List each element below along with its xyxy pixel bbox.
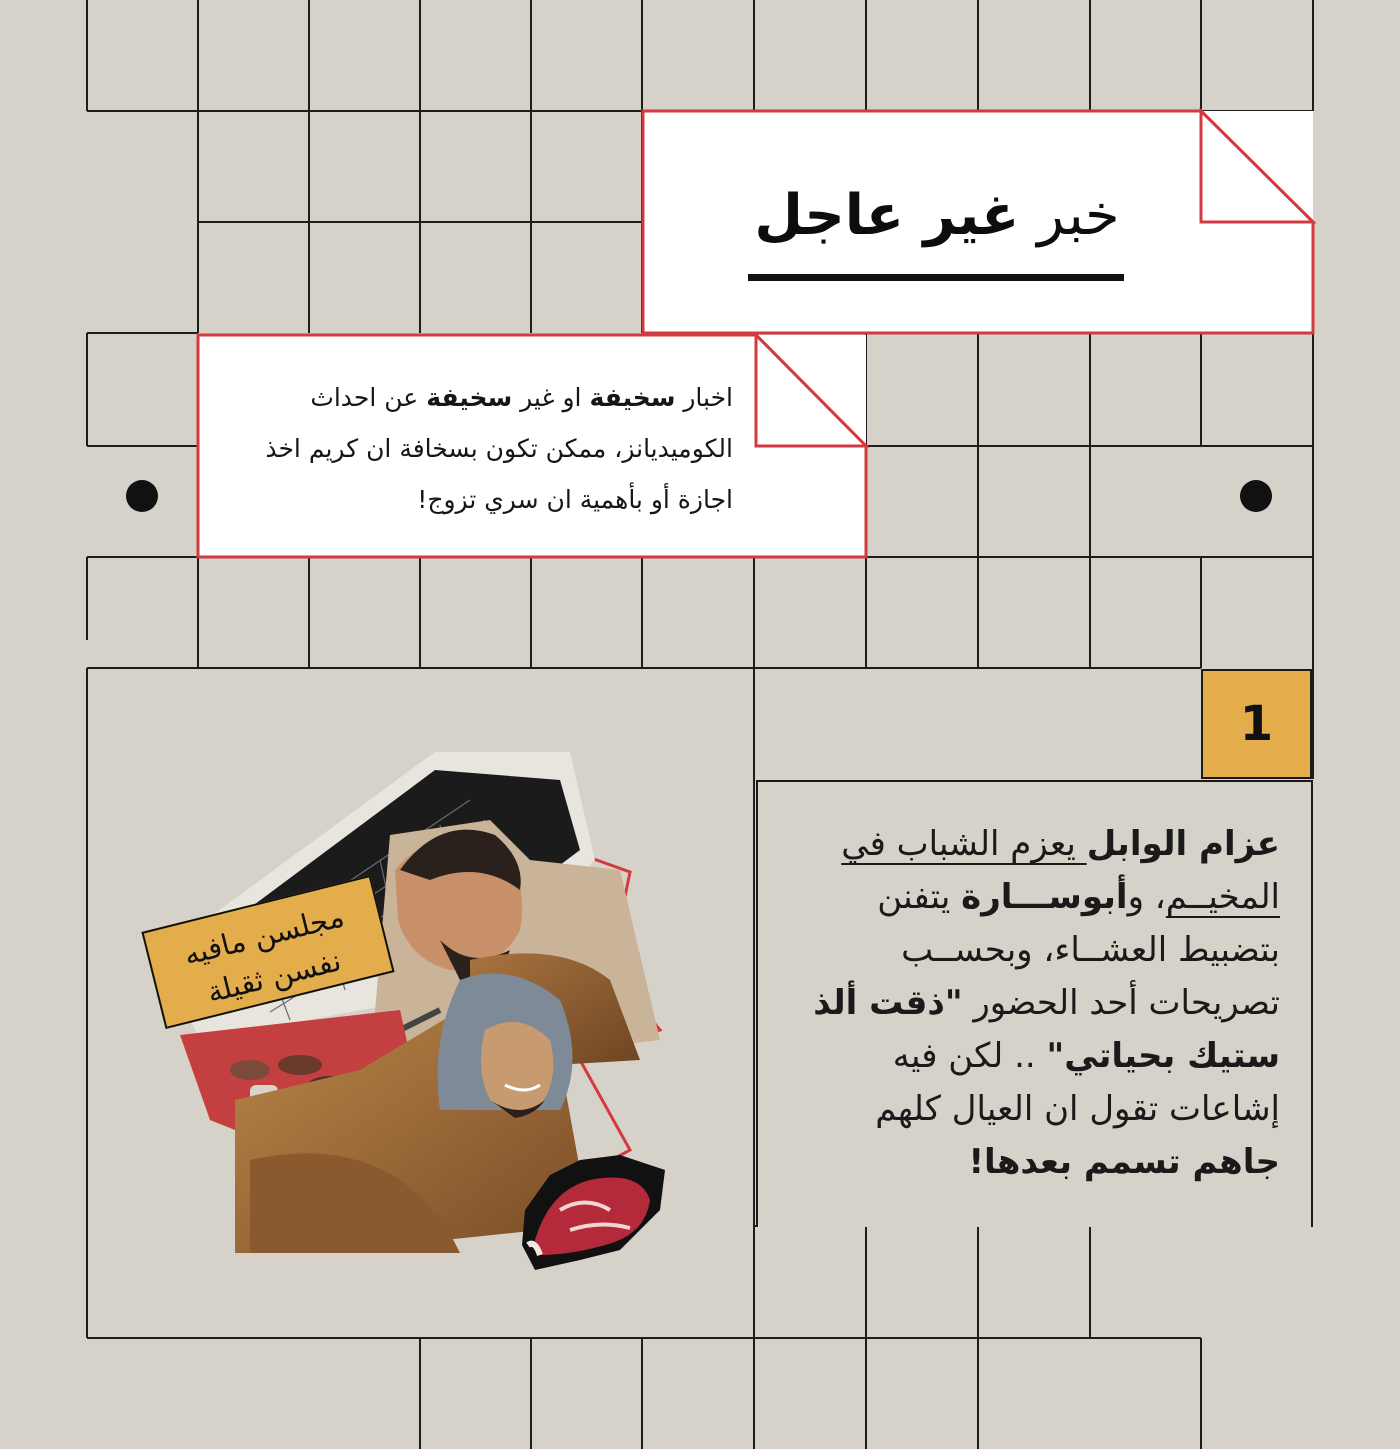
intro-text: اخبار سخيفة او غير سخيفة عن احداث الكوميديانز، ممكن تكون بسخافة ان كريم اخذ اجازة أو بأهمية ان سري تزوج!	[265, 383, 733, 514]
page-title: خبر غير عاجل	[754, 183, 1120, 248]
title-underline	[748, 274, 1124, 281]
right-bullet-dot	[1240, 480, 1272, 512]
left-bullet-dot	[126, 480, 158, 512]
photo-caption: مجلسن مافيه نفسن ثقيلة	[141, 875, 394, 1029]
story-text: عزام الوابل يعزم الشباب في المخيــم، وأبوســـارة يتفنن بتضبيط العشــاء، وبحســب تصريحات أحد الحضور "ذقت ألذ ستيك بحياتي" .. لكن فيه إشاعات تقول ان العيال كلهم جاهم تسمم بعدها!	[813, 824, 1280, 1182]
story-number-badge: 1	[1201, 669, 1312, 779]
